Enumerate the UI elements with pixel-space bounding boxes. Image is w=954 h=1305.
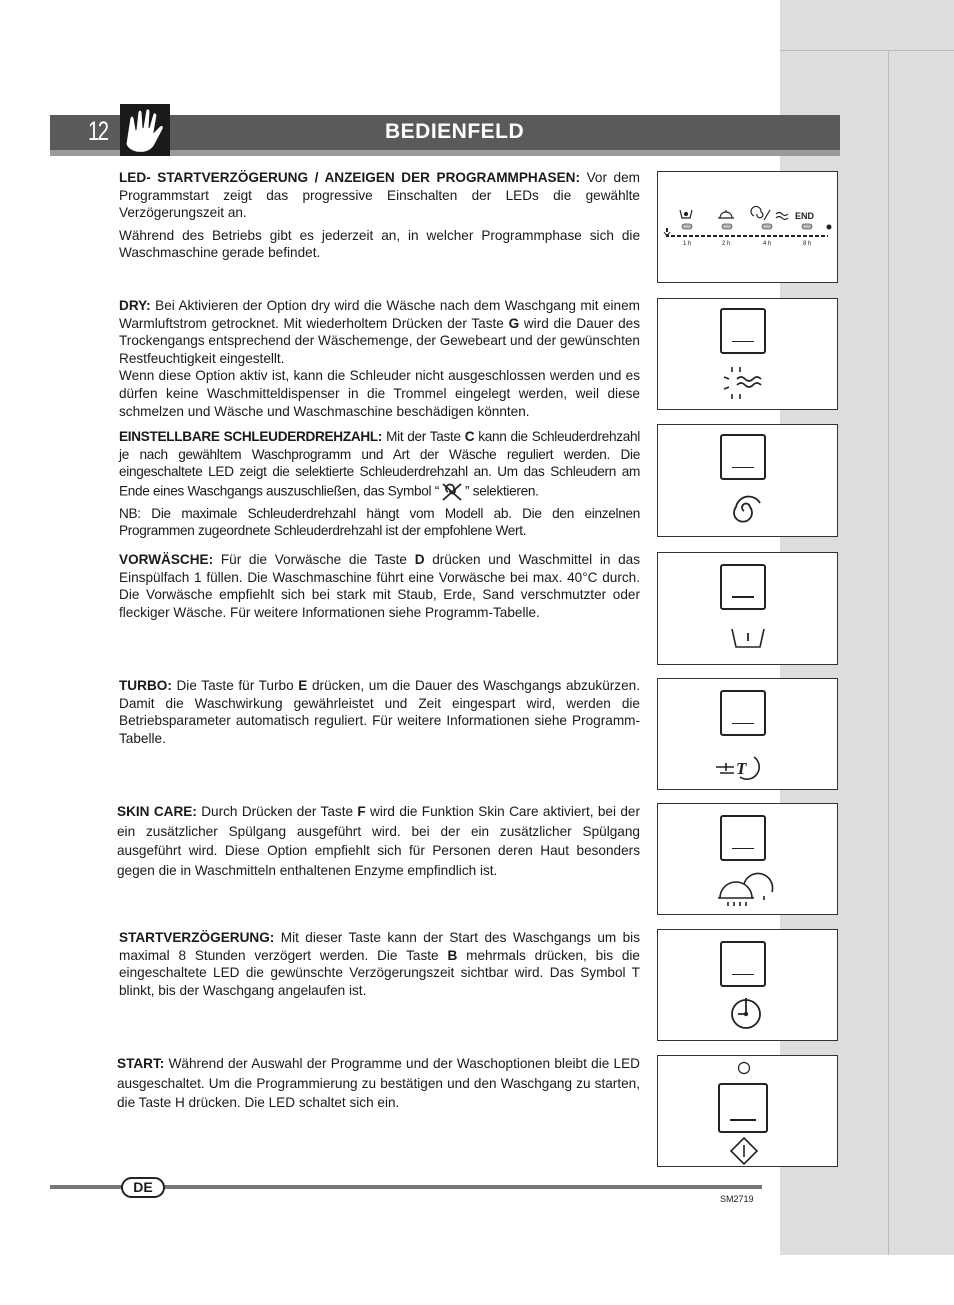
section-text-2: NB: Die maximale Schleuderdrehzahl hängt vom Modell ab. Die den einzelnen Programmen zugeordnete Schleuderdrehzahl ist der empfohlene Wert. bbox=[119, 505, 640, 539]
hour-label: 4 h bbox=[763, 241, 772, 247]
hour-label: 8 h bbox=[803, 241, 812, 247]
section-text: drücken und Waschmittel in das Einspülfach 1 füllen. Die Waschmaschine führt eine Vorwäsche bei max. 40°C durch. Die Vorwäsche empfiehlt sich bei stark mit Staub, Erde, Sand verschmutzter oder fleckiger Wäsche. Für weitere Informationen siehe Programm-Tabelle. bbox=[119, 552, 640, 620]
skin-care-icon bbox=[714, 872, 778, 908]
prewash-icon bbox=[728, 625, 768, 653]
language-badge: DE bbox=[121, 1177, 165, 1198]
section-text: Mit der Taste bbox=[382, 429, 465, 444]
start-button[interactable] bbox=[718, 1083, 768, 1133]
section-heading: SKIN CARE: bbox=[117, 804, 197, 819]
section-text: Für die Vorwäsche die Taste bbox=[213, 552, 415, 567]
page-number: 12 bbox=[88, 116, 108, 146]
no-spin-icon bbox=[439, 481, 465, 503]
section-text: wird die Dauer des Trockengangs entsprechend der Wäschemenge, der Gewebeart und der gewünschten Restfeuchtigkeit eingestellt. bbox=[119, 315, 640, 366]
spin-panel bbox=[657, 424, 838, 537]
section-heading: EINSTELLBARE SCHLEUDERDREHZAHL: bbox=[119, 429, 383, 444]
skin-care-panel bbox=[657, 803, 838, 915]
section-heading: LED- STARTVERZÖGERUNG / ANZEIGEN DER PROGRAMMPHASEN: bbox=[119, 170, 581, 185]
dry-panel bbox=[657, 298, 838, 410]
spin-icon bbox=[751, 206, 763, 217]
section-text: Bei Aktivieren der Option dry wird die Wäsche nach dem Waschgang mit einem Warmluftstrom getrocknet. Mit wiederholtem Drücken der Taste bbox=[119, 298, 640, 331]
section-text: kann die Schleuderdrehzahl je nach gewähltem Waschprogramm und Art der Wäsche reguliert werden. Die eingeschaltete LED zeigt die selektierte Schleuderdrehzahl an. Um das Schleudern am Ende eines Waschgangs auszuschließen, das Symbol “ bbox=[119, 429, 641, 499]
turbo-button[interactable] bbox=[720, 690, 766, 736]
section-heading: START: bbox=[117, 1056, 165, 1071]
prewash-panel bbox=[657, 552, 838, 665]
section-text: ” selektieren. bbox=[465, 483, 539, 499]
prewash-button[interactable] bbox=[720, 564, 766, 610]
key-letter: B bbox=[447, 947, 458, 963]
hand-icon bbox=[120, 104, 170, 156]
section-heading: VORWÄSCHE: bbox=[119, 552, 214, 567]
section-heading: STARTVERZÖGERUNG: bbox=[119, 930, 275, 945]
margin-vertical-rule bbox=[888, 50, 889, 1255]
section-text: wird die Funktion Skin Care aktiviert, bei der ein zusätzlicher Spülgang ausgeführt wird. bei der ein zusätzlicher Spülgang ausgeführt wird. Diese Option empfiehlt sich für Personen deren Haut besonders gegen die in Waschmitteln enthaltenen Enzyme empfindlich ist. bbox=[117, 804, 640, 878]
key-letter: C bbox=[464, 429, 475, 444]
key-letter: E bbox=[298, 678, 308, 693]
start-delay-button[interactable] bbox=[720, 941, 766, 987]
section-text: mehrmals drücken, bis die eingeschaltete LED die gewünschte Verzögerungszeit sichtbar wird. Das Symbol T blinkt, bis der Waschgang angelaufen ist. bbox=[119, 947, 640, 998]
section-heading: TURBO: bbox=[119, 678, 172, 693]
margin-top-rule bbox=[780, 50, 954, 51]
section-start bbox=[117, 1054, 640, 1118]
key-letter: D bbox=[414, 552, 425, 567]
skin-care-button[interactable] bbox=[720, 815, 766, 861]
hour-label: 1 h bbox=[683, 241, 692, 247]
wash-icon bbox=[718, 210, 734, 218]
end-led bbox=[827, 225, 832, 230]
section-start-delay bbox=[119, 929, 640, 1004]
turbo-panel bbox=[657, 678, 838, 790]
section-text: Die Taste für Turbo bbox=[171, 678, 299, 693]
led-phase-panel bbox=[657, 171, 838, 283]
section-prewash bbox=[119, 551, 640, 626]
section-skin-care bbox=[117, 802, 640, 885]
document-code: SM2719 bbox=[720, 1194, 754, 1204]
start-icon bbox=[728, 1136, 760, 1166]
dry-icon bbox=[776, 213, 788, 220]
turbo-icon bbox=[714, 753, 770, 781]
page-title: BEDIENFELD bbox=[385, 120, 525, 143]
led-phase-diagram bbox=[658, 172, 836, 282]
start-delay-panel bbox=[657, 929, 838, 1041]
section-spin bbox=[119, 428, 640, 545]
svg-text:T: T bbox=[736, 759, 747, 778]
dry-icon bbox=[720, 363, 770, 401]
key-letter: G bbox=[508, 315, 520, 331]
section-text: Vor dem Programmstart zeigt das progressive Einschalten der LEDs die gewählte Verzögerungszeit an. bbox=[119, 170, 641, 221]
section-dry bbox=[119, 297, 640, 425]
section-text: drücken, um die Dauer des Waschgangs abzukürzen. Damit die Waschwirkung gewährleistet und Zeit eingespart wird, werden die Betriebsparameter automatisch reguliert. Für weitere Informationen siehe Programm-Tabelle. bbox=[119, 678, 640, 746]
section-text-2: Während des Betriebs gibt es jederzeit an, in welcher Programmphase sich die Waschmaschine gerade befindet. bbox=[119, 227, 640, 261]
section-text: Während der Auswahl der Programme und der Waschoptionen bleibt die LED ausgeschaltet. Um die Programmierung zu bestätigen und den Waschgang zu starten, die Taste H drücken. Die LED schaltet sich ein. bbox=[117, 1056, 640, 1111]
spin-button[interactable] bbox=[720, 434, 766, 480]
section-text-2: Wenn diese Option aktiv ist, kann die Schleuder nicht ausgeschlossen werden und es dürfen keine Waschmitteldispenser in die Trommel eingelegt werden, weil diese schmelzen und Wäsche und Waschmaschine beschädigen könnten. bbox=[119, 368, 640, 419]
start-panel bbox=[657, 1055, 838, 1167]
section-heading: DRY: bbox=[119, 298, 151, 313]
key-letter: F bbox=[357, 804, 366, 819]
end-label: END bbox=[795, 211, 815, 221]
section-led-delay bbox=[119, 169, 640, 267]
section-text: Durch Drücken der Taste bbox=[196, 804, 358, 819]
hour-label: 2 h bbox=[722, 241, 731, 247]
spin-icon bbox=[730, 493, 766, 525]
start-led-icon bbox=[736, 1060, 752, 1076]
dry-button[interactable] bbox=[720, 308, 766, 354]
section-turbo bbox=[119, 677, 640, 752]
section-text: Mit dieser Taste kann der Start des Waschgangs um bis maximal 8 Stunden verzögert werden. Die Taste bbox=[119, 930, 640, 963]
clock-icon bbox=[728, 996, 764, 1032]
